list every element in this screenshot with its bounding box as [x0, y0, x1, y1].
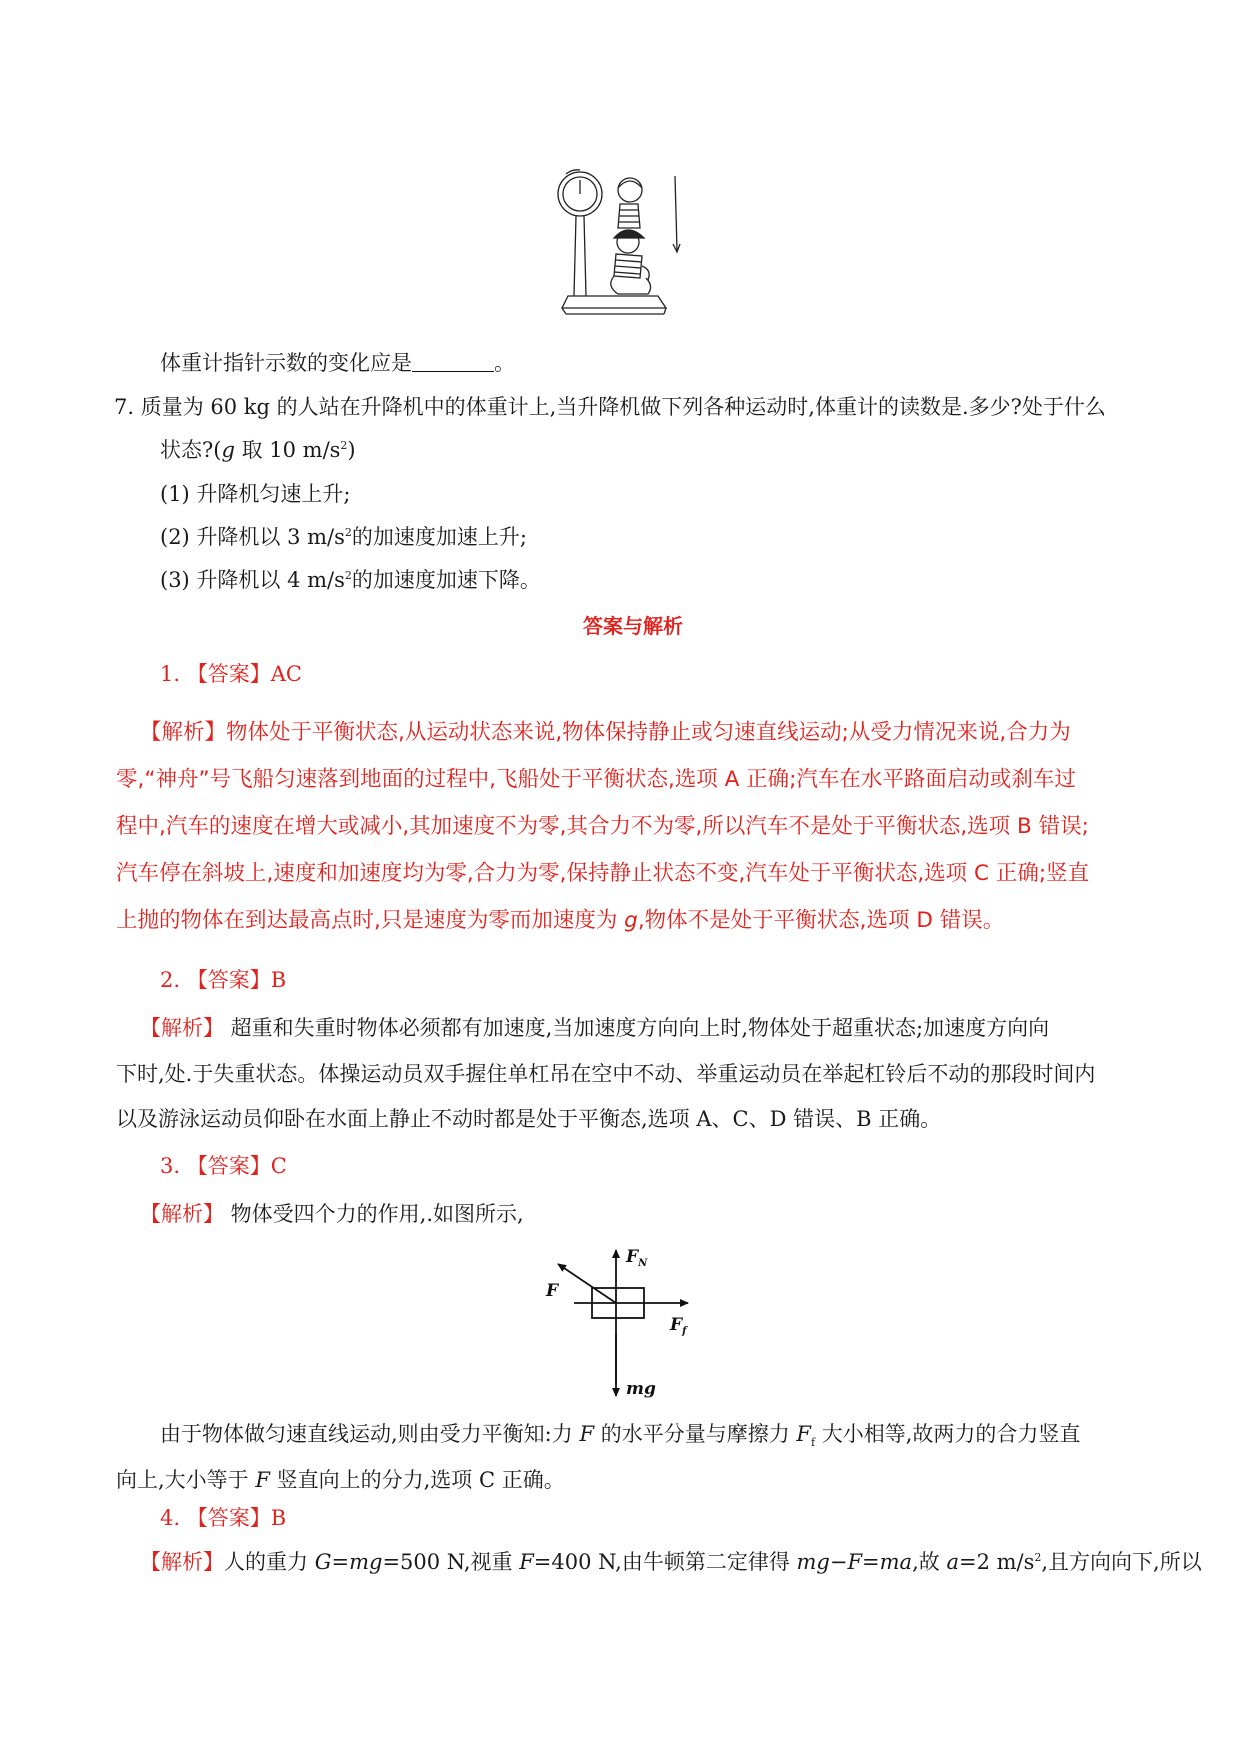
- a3-line3: 向上,大小等于 F 竖直向上的分力,选项 C 正确。: [116, 1468, 565, 1492]
- a3-line2: 由于物体做匀速直线运动,则由受力平衡知:力 F 的水平分量与摩擦力 $F_f$ 大小相等,故两力的合力竖直: [160, 1422, 1081, 1450]
- q6-text: 体重计指针示数的变化应是 。: [160, 351, 515, 375]
- a2-line1: 【解析】 超重和失重时物体必须都有加速度,当加速度方向向上时,物体处于超重状态;加速度方向向: [140, 1016, 1050, 1040]
- q6-prompt: 体重计指针示数的变化应是: [160, 351, 412, 375]
- answers-title: 答案与解析: [583, 614, 683, 638]
- label-mg: mg: [626, 1379, 656, 1399]
- q7-sub1: (1) 升降机匀速上升;: [160, 482, 351, 506]
- a1-line1: 【解析】物体处于平衡状态,从运动状态来说,物体保持静止或匀速直线运动;从受力情况来说,合力为: [140, 720, 1071, 745]
- label-FN: $F_N$: [626, 1247, 648, 1269]
- label-Ff: $F_f$: [670, 1315, 687, 1337]
- label-F: F: [546, 1281, 559, 1301]
- a2-line2: 下时,处.于失重状态。体操运动员双手握住单杠吊在空中不动、举重运动员在举起杠铃后不动的那段时间内: [116, 1062, 1096, 1086]
- a1-line2: 零,“神舟”号飞船匀速落到地面的过程中,飞船处于平衡状态,选项 A 正确;汽车在水平路面启动或刹车过: [116, 767, 1076, 792]
- q7-sub3: (3) 升降机以 4 $m/s^2$的加速度加速下降。: [160, 568, 541, 592]
- scale-illustration: [548, 166, 690, 326]
- q7-line2: 状态?(g 取 10 $m/s^2$): [160, 438, 356, 462]
- a1-line3: 程中,汽车的速度在增大或减小,其加速度不为零,其合力不为零,所以汽车不是处于平衡状态,选项 B 错误;: [116, 814, 1089, 839]
- force-diagram: [540, 1244, 720, 1404]
- a3-line1: 【解析】 物体受四个力的作用,.如图所示,: [140, 1202, 524, 1226]
- a2-answer: 2. 【答案】B: [160, 968, 287, 992]
- a1-line5: 上抛的物体在到达最高点时,只是速度为零而加速度为 g,物体不是处于平衡状态,选项 D 错误。: [116, 908, 1005, 933]
- a2-line3: 以及游泳运动员仰卧在水面上静止不动时都是处于平衡态,选项 A、C、D 错误、B 正确。: [116, 1107, 942, 1131]
- a4-line1: 【解析】人的重力 G=mg=500 N,视重 F=400 N,由牛顿第二定律得 mg−F=ma,故 a=2 $m/s^2$,且方向向下,所以: [140, 1550, 1202, 1574]
- a1-answer: 1. 【答案】AC: [160, 662, 302, 686]
- q7-line1: 7. 质量为 60 kg 的人站在升降机中的体重计上,当升降机做下列各种运动时,体重计的读数是.多少?处于什么: [114, 395, 1106, 419]
- q7-sub2: (2) 升降机以 3 $m/s^2$的加速度加速上升;: [160, 525, 527, 549]
- a1-line4: 汽车停在斜坡上,速度和加速度均为零,合力为零,保持静止状态不变,汽车处于平衡状态,选项 C 正确;竖直: [116, 861, 1090, 886]
- a4-answer: 4. 【答案】B: [160, 1506, 287, 1530]
- q6-answer-blank[interactable]: [412, 351, 494, 372]
- applied-force-arrow: [558, 1264, 616, 1303]
- a3-answer: 3. 【答案】C: [160, 1154, 287, 1178]
